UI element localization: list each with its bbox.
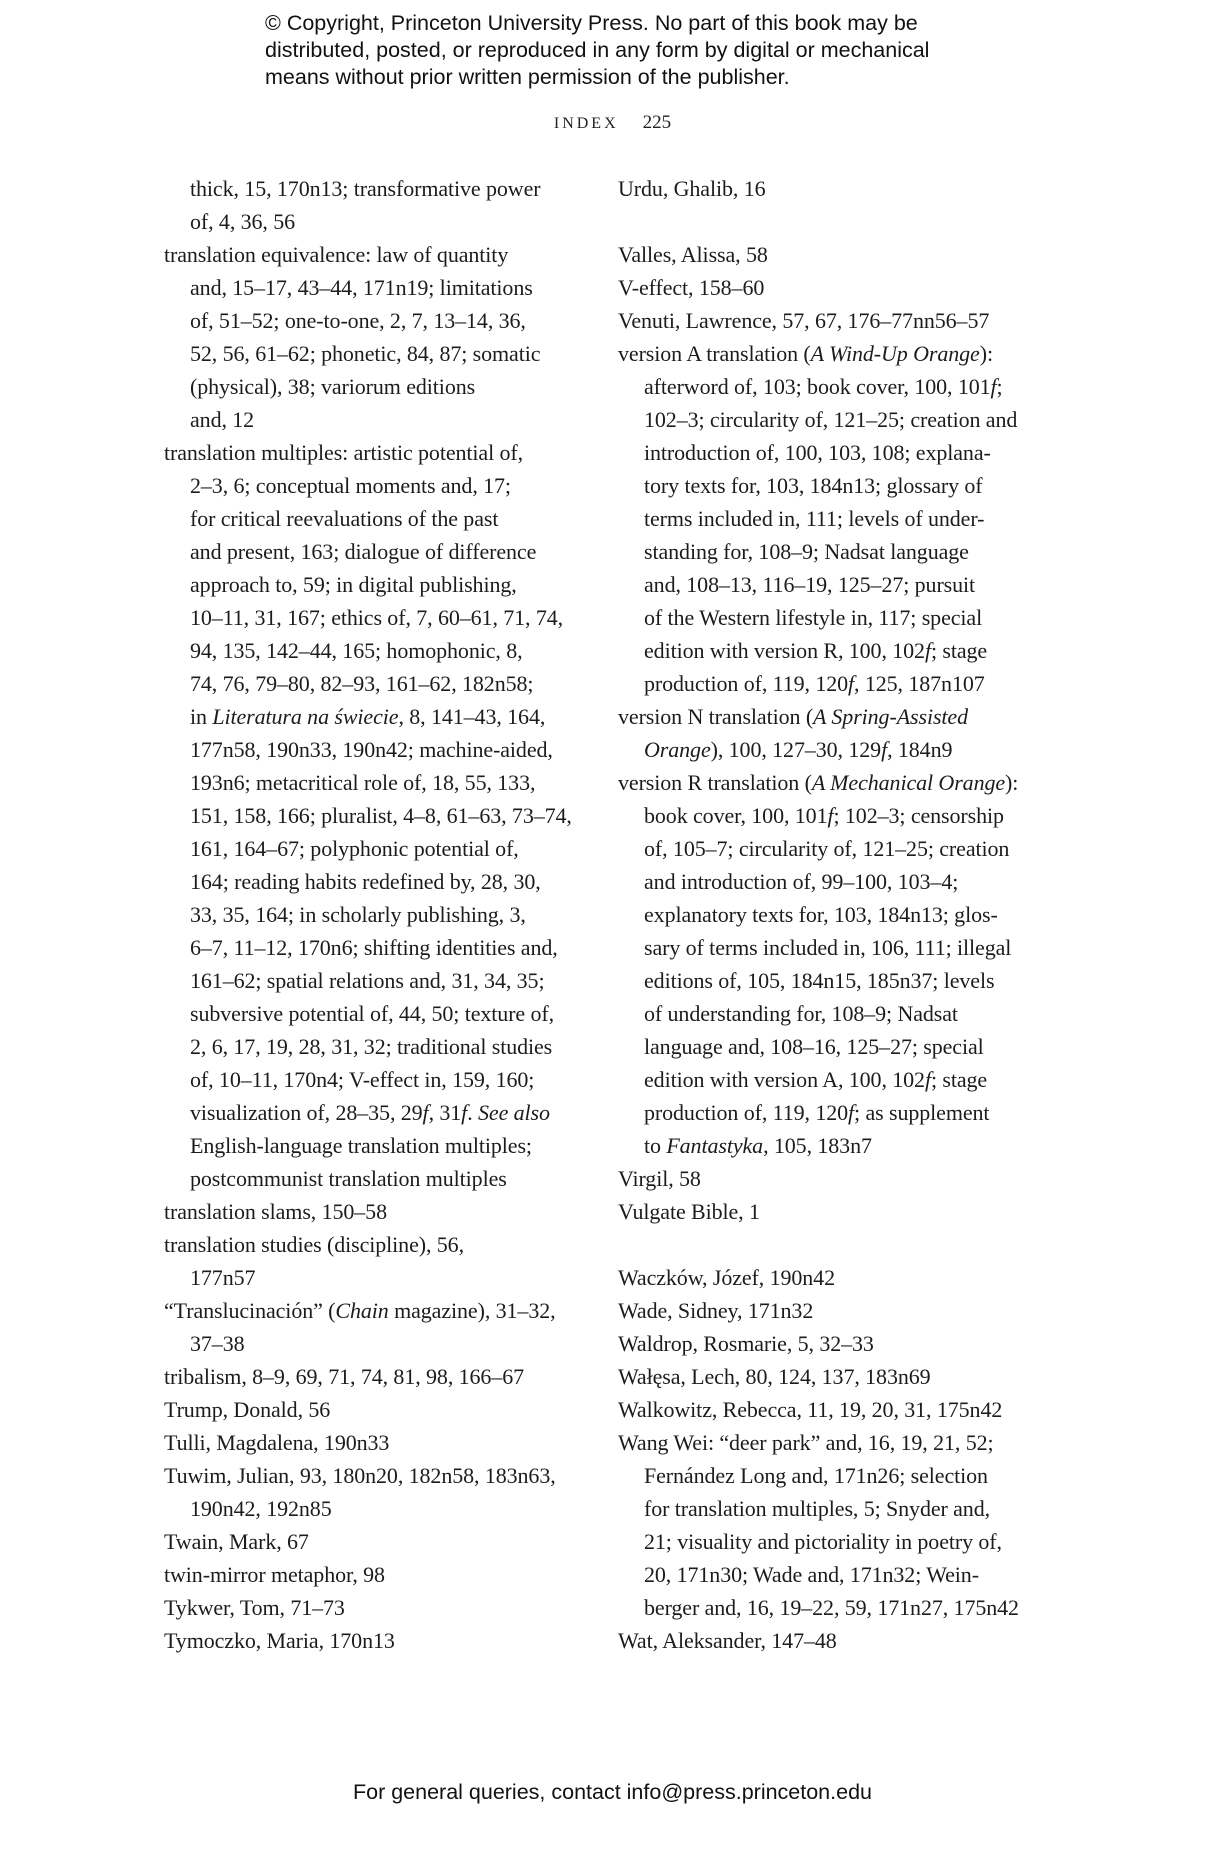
copyright-notice — [265, 10, 929, 91]
italic-title-text: Fantastyka — [666, 1133, 764, 1158]
index-entry-continuation-line: language and, 108–16, 125–27; special — [644, 1034, 984, 1059]
index-entry-heading-line: Urdu, Ghalib, 16 — [618, 176, 766, 201]
entry-text: book cover, 100, 101 — [644, 803, 828, 828]
index-entry-continuation-line: subversive potential of, 44, 50; texture of, — [190, 1001, 555, 1026]
footer-contact: For general queries, contact info@press.princeton.edu — [352, 1780, 872, 1804]
index-entry-continuation-line: 190n42, 192n85 — [190, 1496, 332, 1521]
index-entry-heading-line: translation equivalence: law of quantity — [164, 242, 509, 267]
index-entry — [164, 238, 572, 436]
index-entry-heading-line: Vulgate Bible, 1 — [618, 1199, 760, 1224]
index-entry — [618, 1294, 1019, 1327]
index-entry-continuation-line: 102–3; circularity of, 121–25; creation and — [644, 407, 1018, 432]
index-entry-continuation-line: introduction of, 100, 103, 108; explana- — [644, 440, 991, 465]
entry-text: edition with version R, 100, 102 — [644, 638, 925, 663]
index-entry-heading-line — [164, 1294, 572, 1327]
index-entry — [618, 1393, 1019, 1426]
index-entry-continuation-line: postcommunist translation multiples — [190, 1166, 507, 1191]
entry-text: , 125, 187n107 — [854, 671, 985, 696]
italic-title-text: Orange — [644, 737, 711, 762]
index-entry-continuation-line: 37–38 — [190, 1331, 245, 1356]
index-entry — [618, 700, 1019, 766]
index-entry-heading-line: Walkowitz, Rebecca, 11, 19, 20, 31, 175n42 — [618, 1397, 1003, 1422]
page-number: 225 — [642, 112, 672, 133]
index-entry-continuation-line: and present, 163; dialogue of difference — [190, 539, 537, 564]
entry-text: ; as supplement — [854, 1100, 990, 1125]
index-entry-continuation-line: and, 12 — [190, 407, 255, 432]
italic-title-text: Chain — [335, 1298, 389, 1323]
index-entry-heading-line: Tuwim, Julian, 93, 180n20, 182n58, 183n63, — [164, 1463, 556, 1488]
index-entry — [164, 1195, 572, 1228]
entry-text: production of, 119, 120 — [644, 1100, 849, 1125]
index-entry — [618, 172, 1019, 205]
entry-text: ), 100, 127–30, 129 — [710, 737, 882, 762]
entry-text: . — [467, 1100, 478, 1125]
index-entry — [618, 337, 1019, 700]
index-entry-heading-line: Wade, Sidney, 171n32 — [618, 1298, 814, 1323]
index-entry — [618, 304, 1019, 337]
index-entry-continuation-line: 177n58, 190n33, 190n42; machine-aided, — [190, 737, 553, 762]
index-entry-continuation-line: 177n57 — [190, 1265, 256, 1290]
index-entry-heading-line: Virgil, 58 — [618, 1166, 701, 1191]
index-entry-continuation-line: 21; visuality and pictoriality in poetry of, — [644, 1529, 1002, 1554]
index-entry-continuation-line: explanatory texts for, 103, 184n13; glos- — [644, 902, 998, 927]
index-entry-heading-line: translation studies (discipline), 56, — [164, 1232, 464, 1257]
index-entry-continuation-line: tory texts for, 103, 184n13; glossary of — [644, 473, 983, 498]
italic-title-text: See also — [478, 1100, 550, 1125]
entry-text: ): — [1005, 770, 1019, 795]
index-entry-continuation-line — [618, 667, 1019, 700]
index-entry-continuation-line: and, 15–17, 43–44, 171n19; limitations — [190, 275, 533, 300]
entry-text: ): — [979, 341, 993, 366]
index-entry-heading-line: Wałęsa, Lech, 80, 124, 137, 183n69 — [618, 1364, 931, 1389]
italic-title-text: A Mechanical Orange — [811, 770, 1006, 795]
index-entry — [164, 1459, 572, 1525]
italic-title-text: f — [924, 1067, 931, 1092]
index-entry-continuation-line: of, 105–7; circularity of, 121–25; creation — [644, 836, 1010, 861]
index-entry — [164, 172, 572, 238]
index-entry — [164, 1393, 572, 1426]
index-entry-continuation-line: of, 10–11, 170n4; V-effect in, 159, 160; — [190, 1067, 535, 1092]
index-entry — [618, 766, 1019, 1162]
italic-title-text: f — [461, 1100, 468, 1125]
index-entry-continuation-line: editions of, 105, 184n15, 185n37; levels — [644, 968, 995, 993]
index-entry — [618, 238, 1019, 271]
index-entry — [164, 436, 572, 1195]
italic-title-text: f — [827, 803, 834, 828]
index-entry-continuation-line: of, 4, 36, 56 — [190, 209, 296, 234]
index-entry-continuation-line — [618, 733, 1019, 766]
index-entry-continuation-line: 164; reading habits redefined by, 28, 30, — [190, 869, 541, 894]
index-entry — [164, 1624, 572, 1657]
index-entry — [164, 1525, 572, 1558]
italic-title-text: f — [848, 1100, 855, 1125]
index-entry — [164, 1294, 572, 1360]
entry-text: version R translation ( — [618, 770, 812, 795]
index-entry-continuation-line: 94, 135, 142–44, 165; homophonic, 8, — [190, 638, 523, 663]
index-entry-continuation-line — [618, 799, 1019, 832]
index-entry-heading-line: Twain, Mark, 67 — [164, 1529, 309, 1554]
italic-title-text: f — [422, 1100, 429, 1125]
copyright-line: means without prior written permission of the publisher. — [265, 65, 790, 89]
index-entry-heading-line — [618, 337, 1019, 370]
entry-text: , 8, 141–43, 164, — [398, 704, 546, 729]
index-entry — [164, 1228, 572, 1294]
index-entry-continuation-line: sary of terms included in, 106, 111; illegal — [644, 935, 1012, 960]
index-entry-continuation-line — [164, 1096, 572, 1129]
entry-text: magazine), 31–32, — [388, 1298, 556, 1323]
index-entry — [164, 1558, 572, 1591]
index-entry — [164, 1360, 572, 1393]
entry-text: version A translation ( — [618, 341, 811, 366]
index-entry-heading-line: tribalism, 8–9, 69, 71, 74, 81, 98, 166–67 — [164, 1364, 525, 1389]
index-entry-continuation-line: 20, 171n30; Wade and, 171n32; Wein- — [644, 1562, 979, 1587]
entry-text: ; — [996, 374, 1003, 399]
index-entry-continuation-line: approach to, 59; in digital publishing, — [190, 572, 517, 597]
running-head-label: INDEX — [553, 115, 619, 132]
index-entry-heading-line: Trump, Donald, 56 — [164, 1397, 331, 1422]
index-entry-continuation-line: 2, 6, 17, 19, 28, 31, 32; traditional studies — [190, 1034, 553, 1059]
index-entry-continuation-line: 151, 158, 166; pluralist, 4–8, 61–63, 73–74, — [190, 803, 572, 828]
index-entry — [618, 1195, 1019, 1228]
index-entry-continuation-line — [618, 1096, 1019, 1129]
index-entry-heading-line — [618, 766, 1019, 799]
index-column-right — [618, 172, 1019, 1657]
entry-text: , 105, 183n7 — [763, 1133, 872, 1158]
index-entry-heading-line: translation multiples: artistic potential of, — [164, 440, 524, 465]
letter-group-spacer — [618, 205, 1019, 238]
index-entry-heading-line — [618, 700, 1019, 733]
italic-title-text: f — [881, 737, 888, 762]
index-entry-continuation-line: of understanding for, 108–9; Nadsat — [644, 1001, 958, 1026]
copyright-line: © Copyright, Princeton University Press. No part of this book may be — [265, 11, 918, 35]
index-entry-continuation-line: Fernández Long and, 171n26; selection — [644, 1463, 988, 1488]
index-entry-heading-line: Wang Wei: “deer park” and, 16, 19, 21, 52; — [618, 1430, 994, 1455]
index-entry-continuation-line: 33, 35, 164; in scholarly publishing, 3, — [190, 902, 526, 927]
italic-title-text: f — [990, 374, 997, 399]
index-entry-heading-line: Waldrop, Rosmarie, 5, 32–33 — [618, 1331, 874, 1356]
index-entry-continuation-line: 6–7, 11–12, 170n6; shifting identities and, — [190, 935, 558, 960]
index-entry-continuation-line: thick, 15, 170n13; transformative power — [190, 176, 541, 201]
index-entry-continuation-line: 74, 76, 79–80, 82–93, 161–62, 182n58; — [190, 671, 534, 696]
index-entry-continuation-line: of the Western lifestyle in, 117; special — [644, 605, 983, 630]
index-entry-continuation-line — [618, 1063, 1019, 1096]
index-entry-heading-line: V-effect, 158–60 — [618, 275, 765, 300]
italic-title-text: Literatura na świecie — [212, 704, 399, 729]
index-entry-continuation-line: and introduction of, 99–100, 103–4; — [644, 869, 959, 894]
index-entry — [164, 1426, 572, 1459]
entry-text: ; stage — [930, 638, 988, 663]
index-entry-continuation-line: berger and, 16, 19–22, 59, 171n27, 175n42 — [644, 1595, 1019, 1620]
index-entry-continuation-line — [618, 370, 1019, 403]
index-entry-continuation-line — [618, 1129, 1019, 1162]
entry-text: version N translation ( — [618, 704, 814, 729]
copyright-line: distributed, posted, or reproduced in any form by digital or mechanical — [265, 38, 930, 62]
index-entry — [164, 1591, 572, 1624]
index-entry — [618, 271, 1019, 304]
index-column-left — [164, 172, 572, 1657]
index-entry — [618, 1426, 1019, 1624]
index-entry — [618, 1327, 1019, 1360]
entry-text: edition with version A, 100, 102 — [644, 1067, 925, 1092]
index-entry — [618, 1261, 1019, 1294]
index-entry-heading-line: Waczków, Józef, 190n42 — [618, 1265, 835, 1290]
index-entry-heading-line: Tulli, Magdalena, 190n33 — [164, 1430, 390, 1455]
index-entry — [618, 1360, 1019, 1393]
entry-text: visualization of, 28–35, 29 — [190, 1100, 423, 1125]
index-entry — [618, 1624, 1019, 1657]
index-entry-continuation-line: English-language translation multiples; — [190, 1133, 532, 1158]
entry-text: , 31 — [428, 1100, 462, 1125]
entry-text: ; stage — [930, 1067, 988, 1092]
index-entry-heading-line: Tykwer, Tom, 71–73 — [164, 1595, 345, 1620]
italic-title-text: f — [924, 638, 931, 663]
entry-text: to — [644, 1133, 667, 1158]
entry-text: production of, 119, 120 — [644, 671, 849, 696]
index-entry-continuation-line: 10–11, 31, 167; ethics of, 7, 60–61, 71, 74, — [190, 605, 564, 630]
index-entry-heading-line: Valles, Alissa, 58 — [618, 242, 768, 267]
index-entry-heading-line: translation slams, 150–58 — [164, 1199, 387, 1224]
index-entry-continuation-line: standing for, 108–9; Nadsat language — [644, 539, 969, 564]
index-entry-continuation-line: for critical reevaluations of the past — [190, 506, 499, 531]
index-entry-continuation-line: 161–62; spatial relations and, 31, 34, 35; — [190, 968, 545, 993]
running-head — [0, 112, 1225, 134]
index-entry-continuation-line: for translation multiples, 5; Snyder and, — [644, 1496, 991, 1521]
italic-title-text: f — [848, 671, 855, 696]
index-entry-continuation-line — [164, 700, 572, 733]
index-entry-continuation-line — [618, 634, 1019, 667]
index-entry-continuation-line: 52, 56, 61–62; phonetic, 84, 87; somatic — [190, 341, 541, 366]
index-entry-continuation-line: (physical), 38; variorum editions — [190, 374, 476, 399]
letter-group-spacer — [618, 1228, 1019, 1261]
entry-text: , 184n9 — [887, 737, 953, 762]
index-entry-continuation-line: 193n6; metacritical role of, 18, 55, 133, — [190, 770, 536, 795]
entry-text: in — [190, 704, 213, 729]
index-entry-continuation-line: terms included in, 111; levels of under- — [644, 506, 985, 531]
index-entry-heading-line: Wat, Aleksander, 147–48 — [618, 1628, 837, 1653]
index-entry — [618, 1162, 1019, 1195]
index-entry-continuation-line: 2–3, 6; conceptual moments and, 17; — [190, 473, 511, 498]
entry-text: ; 102–3; censorship — [833, 803, 1004, 828]
italic-title-text: A Wind-Up Orange — [810, 341, 980, 366]
index-entry-heading-line: twin-mirror metaphor, 98 — [164, 1562, 385, 1587]
italic-title-text: A Spring-Assisted — [813, 704, 969, 729]
index-entry-heading-line: Tymoczko, Maria, 170n13 — [164, 1628, 395, 1653]
index-entry-heading-line: Venuti, Lawrence, 57, 67, 176–77nn56–57 — [618, 308, 990, 333]
index-entry-continuation-line: and, 108–13, 116–19, 125–27; pursuit — [644, 572, 976, 597]
entry-text: “Translucinación” ( — [164, 1298, 336, 1323]
index-entry-continuation-line: 161, 164–67; polyphonic potential of, — [190, 836, 519, 861]
entry-text: afterword of, 103; book cover, 100, 101 — [644, 374, 991, 399]
index-entry-continuation-line: of, 51–52; one-to-one, 2, 7, 13–14, 36, — [190, 308, 526, 333]
